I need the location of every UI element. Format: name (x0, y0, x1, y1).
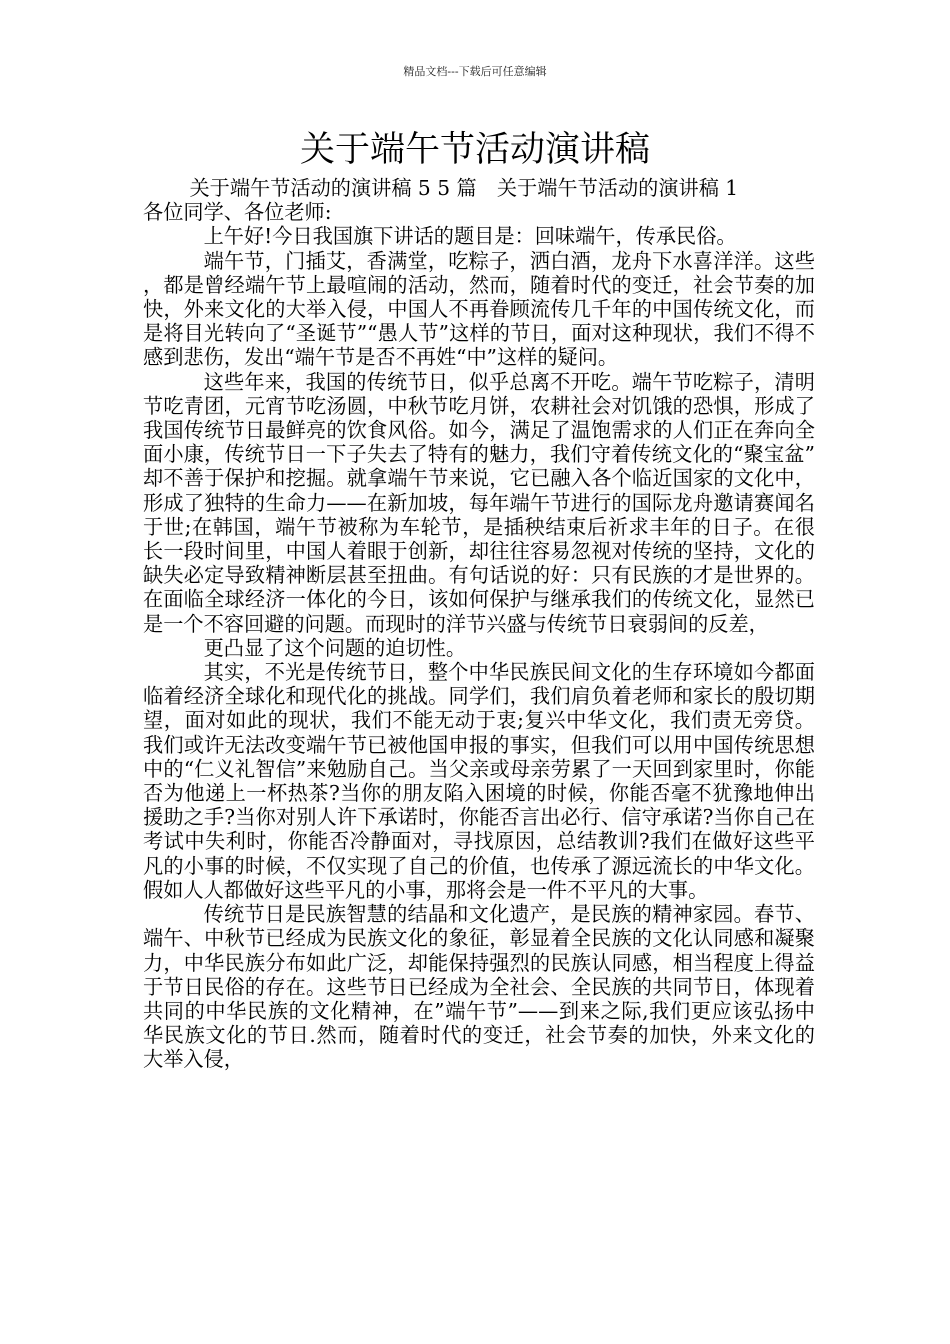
document-title: 关于端午节活动演讲稿 (299, 130, 650, 170)
page-header: 精品文档---下载后可任意编辑 (403, 65, 547, 78)
paragraph-body: 更凸显了这个问题的迫切性。 (203, 635, 467, 660)
paragraph-body: 端午节，门插艾，香满堂，吃粽子，洒白酒，龙舟下水喜洋洋。这些，都是曾经端午节上最喧闹的活动，然而，随着时代的变迁，社会节奏的加快，外来文化的大举入侵，中国人不再眷顾流传几千年的中国传统文化，而是将目光转向了“圣诞节”“愚人节”这样的节日，面对这种现状，我们不得不感到悲伤，发出“端午节是否不再姓“中”这样的疑问。 (143, 248, 815, 370)
paragraph-greeting: 上午好!今日我国旗下讲话的题目是：回味端午，传承民俗。 (203, 224, 737, 249)
paragraph-intro: 关于端午节活动的演讲稿 5 5 篇 关于端午节活动的演讲稿 1 (189, 176, 739, 200)
paragraph-body: 其实，不光是传统节日，整个中华民族民间文化的生存环境如今都面临着经济全球化和现代化的挑战。同学们，我们肩负着老师和家长的殷切期望，面对如此的现状，我们不能无动于衷;复兴中华文化，我们责无旁贷。我们或许无法改变端午节已被他国申报的事实，但我们可以用中国传统思想中的“仁义礼智信”来勉励自己。当父亲或母亲劳累了一天回到家里时，你能否为他递上一杯热茶?当你的朋友陷入困境的时候，你能否毫不犹豫地伸出援助之手?当你对别人许下承诺时，你能否言出必行、信守承诺?当你自己在考试中失利时，你能否冷静面对，寻找原因，总结教训?我们在做好这些平凡的小事的时候，不仅实现了自己的价值，也传承了源远流长的中华文化。假如人人都做好这些平凡的小事，那将会是一件不平凡的大事。 (143, 660, 815, 902)
paragraph-salutation: 各位同学、各位老师: (143, 200, 332, 225)
paragraph-body: 传统节日是民族智慧的结晶和文化遗产，是民族的精神家园。春节、端午、中秋节已经成为民族文化的象征，彰显着全民族的文化认同感和凝聚力，中华民族分布如此广泛，却能保持强烈的民族认同感，相当程度上得益于节日民俗的存在。这些节日已经成为全社会、全民族的共同节日，体现着共同的中华民族的文化精神，在”端午节”——到来之际,我们更应该弘扬中华民族文化的节日.然而，随着时代的变迁，社会节奏的加快，外来文化的大举入侵， (143, 902, 815, 1072)
document-body (143, 176, 815, 1072)
paragraph-body: 这些年来，我国的传统节日，似乎总离不开吃。端午节吃粽子，清明节吃青团，元宵节吃汤圆，中秋节吃月饼，农耕社会对饥饿的恐惧，形成了我国传统节日最鲜亮的饮食风俗。如今，满足了温饱需求的人们正在奔向全面小康，传统节日一下子失去了特有的魅力，我们守着传统文化的“聚宝盆”却不善于保护和挖掘。就拿端午节来说，它已融入各个临近国家的文化中，形成了独特的生命力——在新加坡，每年端午节进行的国际龙舟邀请赛闻名于世;在韩国，端午节被称为车轮节，是插秧结束后祈求丰年的日子。在很长一段时间里，中国人着眼于创新，却往往容易忽视对传统的坚持，文化的缺失必定导致精神断层甚至扭曲。有句话说的好：只有民族的才是世界的。在面临全球经济一体化的今日，该如何保护与继承我们的传统文化，显然已是一个不容回避的问题。而现时的洋节兴盛与传统节日衰弱间的反差， (143, 369, 815, 636)
